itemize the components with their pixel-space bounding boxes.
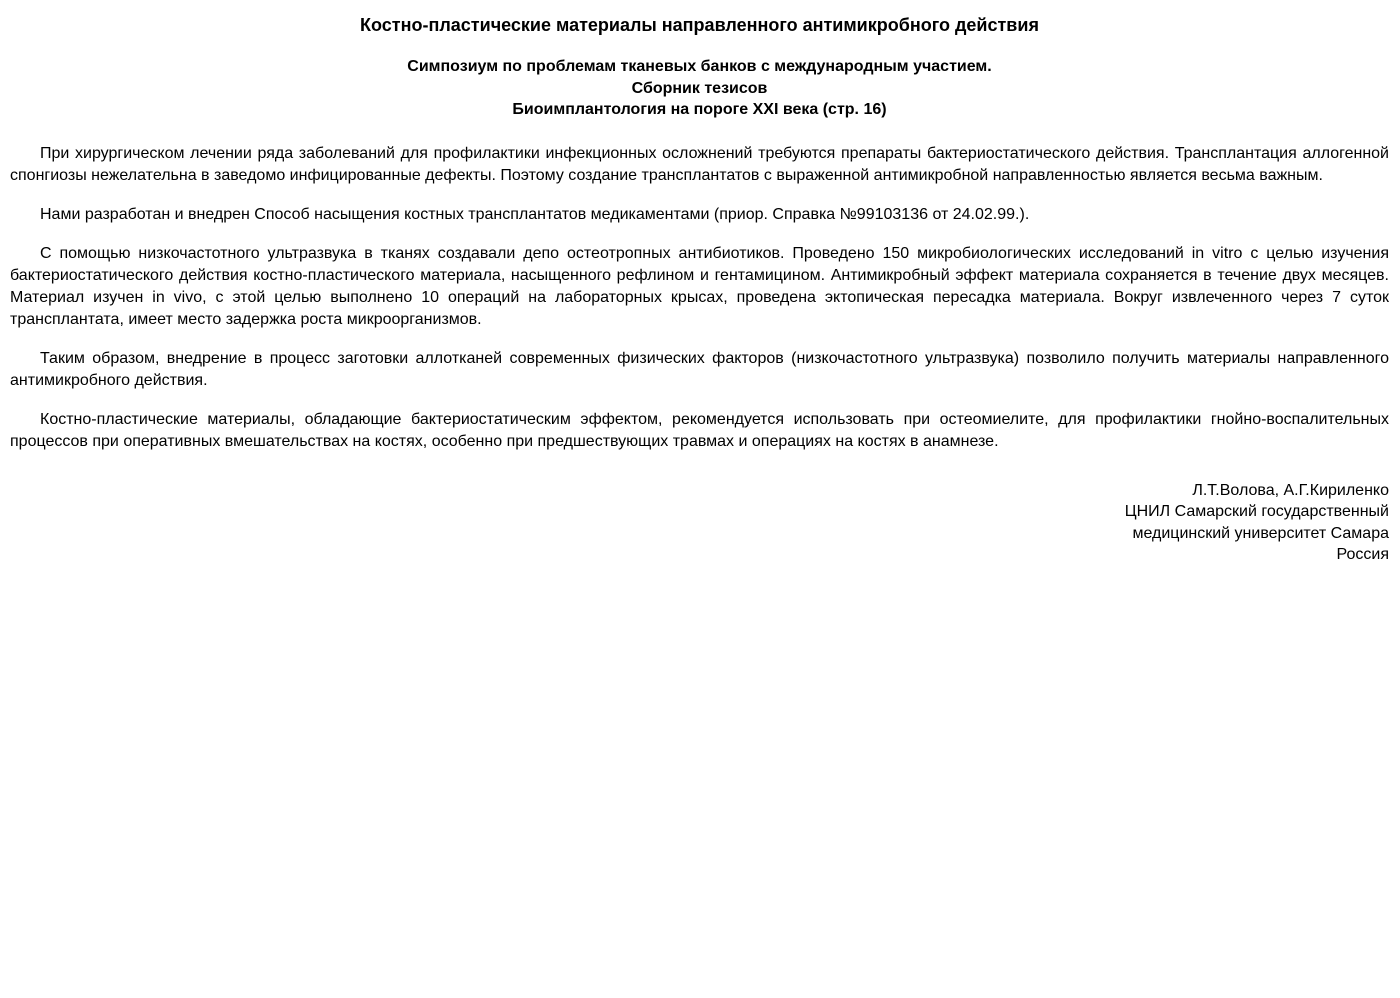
signature-block xyxy=(10,480,1389,566)
document-subtitle xyxy=(10,56,1389,121)
signature-line-authors: Л.Т.Волова, А.Г.Кириленко xyxy=(1192,481,1389,499)
subtitle-line-symposium: Симпозиум по проблемам тканевых банков с международным участием. xyxy=(407,58,992,75)
paragraph-recommendation: Костно-пластические материалы, обладающие бактериостатическим эффектом, рекомендуется использовать при остеомиелите, для профилактики гнойно-воспалительных процессов при оперативных вмешательствах на костях, особенно при предшествующих травмах и операциях на костях в анамнезе. xyxy=(10,410,1389,450)
subtitle-line-bioimplantology: Биоимплантология на пороге XXI века (стр. 16) xyxy=(512,101,887,118)
document-body xyxy=(10,143,1389,453)
paragraph-method-patent: Нами разработан и внедрен Способ насыщения костных трансплантатов медикаментами (приор. Справка №99103136 от 24.02.99.). xyxy=(40,205,1030,223)
paragraph-study-results: С помощью низкочастотного ультразвука в тканях создавали депо остеотропных антибиотиков. Проведено 150 микробиологических исследований in vitro с целью изучения бактериостатического действия костно-пластического материала, насыщенного рефлином и гентамицином. Антимикробный эффект материала сохраняется в течение двух месяцев. Материал изучен in vivo, с этой целью выполнено 10 операций на лабораторных крысах, проведена эктопическая пересадка материала. Вокруг извлеченного через 7 суток трансплантата, имеет место задержка роста микроорганизмов. xyxy=(10,244,1389,328)
signature-line-country: Россия xyxy=(1336,546,1389,563)
signature-line-institution: ЦНИЛ Самарский государственный xyxy=(1124,503,1389,520)
signature-line-university: медицинский университет Самара xyxy=(1132,524,1389,542)
paragraph-conclusion: Таким образом, внедрение в процесс заготовки аллотканей современных физических факторов (низкочастотного ультразвука) позволило получить материалы направленного антимикробного действия. xyxy=(10,349,1389,389)
paragraph-intro: При хирургическом лечении ряда заболеваний для профилактики инфекционных осложнений требуются препараты бактериостатического действия. Трансплантация аллогенной спонгиозы нежелательна в заведомо инфицированные дефекты. Поэтому создание трансплантатов с выраженной антимикробной направленностью является весьма важным. xyxy=(10,144,1389,184)
subtitle-line-collection: Сборник тезисов xyxy=(631,79,768,97)
document-title: Костно-пластические материалы направленного антимикробного действия xyxy=(360,15,1039,35)
